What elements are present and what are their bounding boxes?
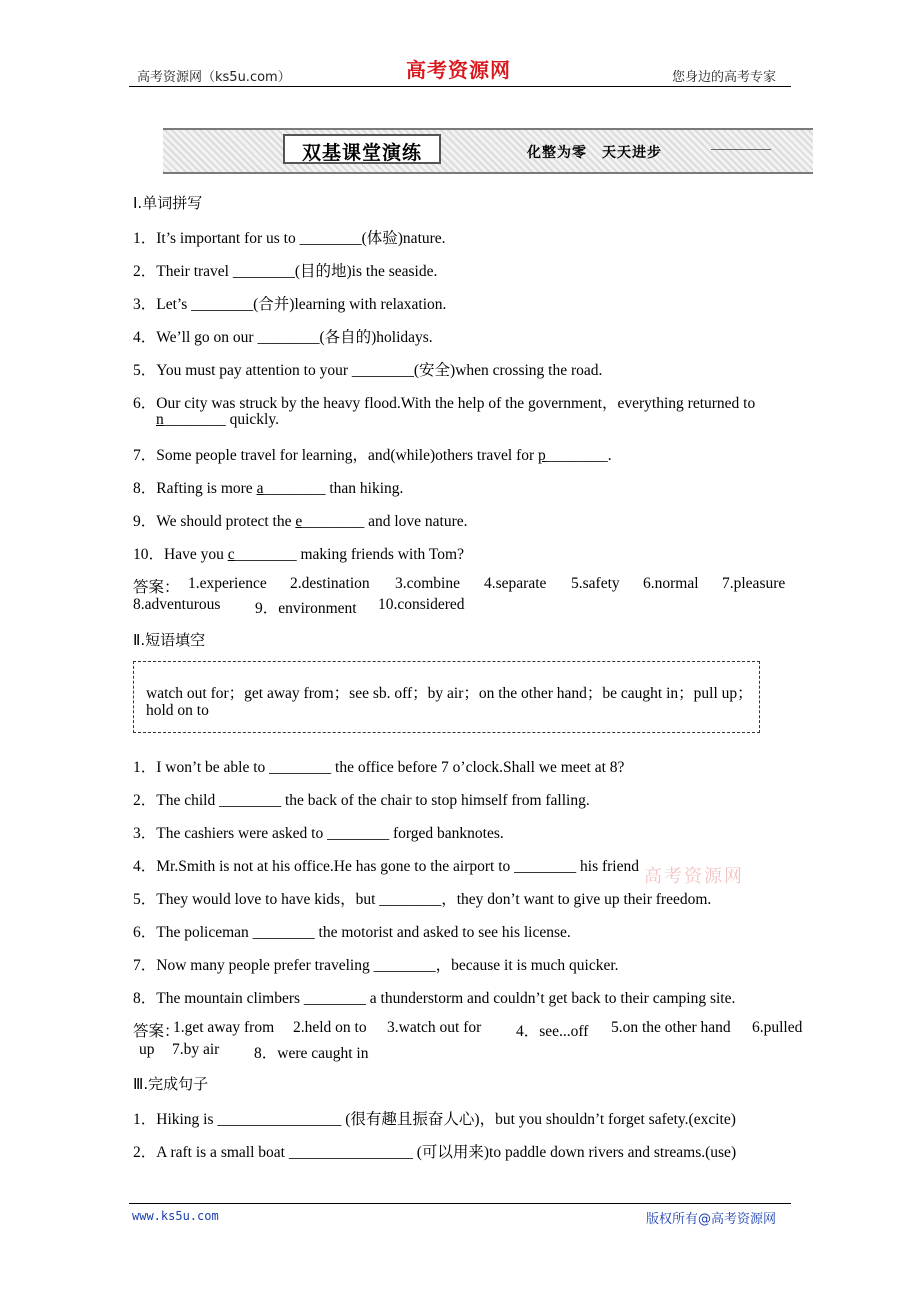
s1-answer-5: 5.safety [571,575,620,592]
s3-question-1: 1．Hiking is ________________ (很有趣且振奋人心)，but you shouldn’t forget safety.(excite) [133,1111,736,1128]
s2-answer-label: 答案： [133,1023,180,1040]
s1-question-3: 3．Let’s ________(合并)learning with relaxation. [133,296,447,313]
s1-q8-blank: ________ than hiking. [263,480,404,497]
s1-answer-1: 1.experience [188,575,267,592]
s1-q7-hint-letter: p [538,447,546,464]
s2-question-5: 5．They would love to have kids，but ________，they don’t want to give up their freedom. [133,891,712,908]
banner-title: 双基课堂演练 [301,142,422,164]
s2-answer-4: 4．see...off [516,1023,589,1040]
s2-question-7: 7．Now many people prefer traveling ________，because it is much quicker. [133,957,619,974]
watermark: 高考资源网 [644,866,744,887]
footer-link[interactable]: www.ks5u.com [132,1209,219,1223]
header-logo: 高考资源网 [406,58,511,82]
s1-q10-blank: ________ making friends with Tom? [234,546,464,563]
s1-q6-line2-text: ________ quickly. [163,411,279,428]
s1-answer-9: 9．environment [255,600,357,617]
section2-title: Ⅱ.短语填空 [133,631,206,649]
header-site-name: 高考资源网（ks5u.com） [137,70,291,85]
s2-answer-6: 6.pulled [752,1019,803,1036]
s2-answer-6-cont: up [139,1041,155,1058]
s1-q9-text: 9．We should protect the [133,513,296,530]
section-banner [163,128,813,174]
s1-answer-2: 2.destination [290,575,370,592]
s2-answer-3: 3.watch out for [387,1019,482,1036]
s1-q8-text: 8．Rafting is more [133,480,257,497]
footer-copyright: 版权所有@高考资源网 [646,1212,777,1227]
s1-question-4: 4．We’ll go on our ________(各自的)holidays. [133,329,433,346]
s1-answer-10: 10.considered [378,596,465,613]
s1-q7-blank: ________. [545,447,612,464]
s1-q8-hint-letter: a [256,480,264,497]
s2-question-8: 8．The mountain climbers ________ a thunderstorm and couldn’t get back to their camping site. [133,990,736,1007]
s1-question-6: 6．Our city was struck by the heavy flood.With the help of the government，everything returned to [133,395,756,412]
s1-answer-8: 8.adventurous [133,596,221,613]
s3-question-2: 2．A raft is a small boat ________________ (可以用来)to paddle down rivers and streams.(use) [133,1144,737,1161]
s1-answer-6: 6.normal [643,575,699,592]
s1-q9-blank: ________ and love nature. [302,513,468,530]
banner-slogan: 化整为零 天天进步 [527,145,662,161]
s2-answer-2: 2.held on to [293,1019,367,1036]
s1-q9-hint-letter: e [295,513,303,530]
banner-decor-line [711,149,771,150]
s2-question-3: 3．The cashiers were asked to ________ forged banknotes. [133,825,504,842]
s1-question-7 [133,443,612,465]
phrase-box [133,661,760,733]
s1-question-1: 1．It’s important for us to ________(体验)nature. [133,230,446,247]
s1-q6-hint-letter: n [156,411,164,428]
s2-answer-7: 7.by air [172,1041,220,1058]
s2-question-1: 1．I won’t be able to ________ the office before 7 o’clock.Shall we meet at 8? [133,759,625,776]
s2-answer-8: 8．were caught in [254,1045,369,1062]
s1-question-10 [133,542,464,564]
s2-question-2: 2．The child ________ the back of the chair to stop himself from falling. [133,792,590,809]
s2-answer-1: 1.get away from [173,1019,275,1036]
phrase-box-line1: watch out for；get away from；see sb. off；by air；on the other hand；be caught in；pull up； [146,685,753,702]
s1-question-5: 5．You must pay attention to your ________(安全)when crossing the road. [133,362,603,379]
s1-answer-4: 4.separate [484,575,547,592]
header-tagline: 您身边的高考专家 [672,70,777,85]
s1-answer-7: 7.pleasure [722,575,786,592]
s2-question-4: 4．Mr.Smith is not at his office.He has gone to the airport to ________ his friend [133,858,639,875]
section1-title: Ⅰ.单词拼写 [133,194,203,212]
s2-question-6: 6．The policeman ________ the motorist and asked to see his license. [133,924,571,941]
section3-title: Ⅲ.完成句子 [133,1075,209,1093]
footer-divider [129,1203,791,1204]
s1-question-9 [133,509,468,531]
header-divider [129,86,791,87]
s1-answer-label: 答案： [133,579,180,596]
s1-question-2: 2．Their travel ________(目的地)is the seaside. [133,263,438,280]
s1-question-8 [133,476,403,498]
s2-answer-5: 5.on the other hand [611,1019,731,1036]
s1-q7-text: 7．Some people travel for learning，and(while)others travel for [133,447,539,464]
s1-q10-text: 10．Have you [133,546,228,563]
banner-title-box [283,134,441,164]
s1-answer-3: 3.combine [395,575,460,592]
s1-q10-hint-letter: c [227,546,235,563]
s1-question-6-line2 [156,411,279,429]
phrase-box-line2: hold on to [146,702,209,719]
